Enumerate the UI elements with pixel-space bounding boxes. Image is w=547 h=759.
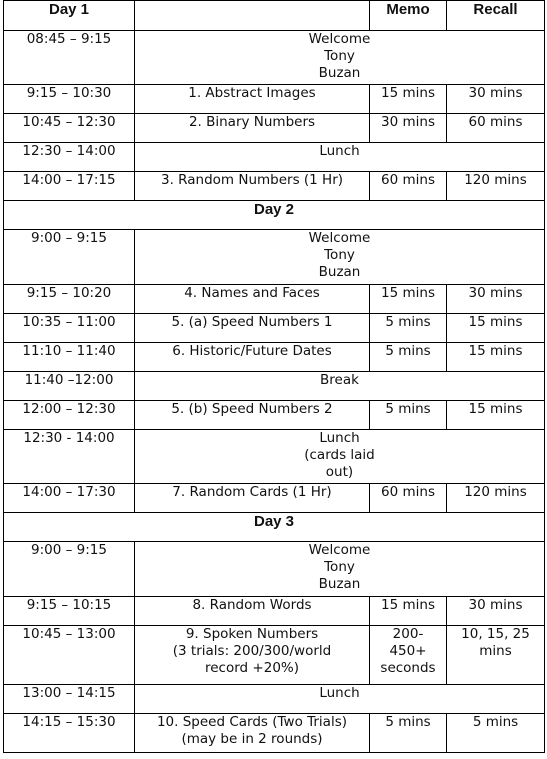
time-cell: 10:45 – 13:00	[4, 626, 135, 685]
time-cell: 9:00 – 9:15	[4, 230, 135, 285]
memo-cell: 30 mins	[370, 114, 447, 143]
schedule-row	[4, 542, 545, 597]
schedule-row	[4, 484, 545, 513]
time-cell: 11:10 – 11:40	[4, 343, 135, 372]
time-cell: 13:00 – 14:15	[4, 685, 135, 714]
schedule-row	[4, 626, 545, 685]
recall-cell: 15 mins	[447, 401, 545, 430]
time-cell: 12:30 – 14:00	[4, 143, 135, 172]
event-cell: 7. Random Cards (1 Hr)	[135, 484, 370, 513]
span-cell: Lunch (cards laid out)	[135, 430, 545, 484]
schedule-row	[4, 114, 545, 143]
span-cell: Welcome Tony Buzan	[135, 31, 545, 85]
event-cell: 3. Random Numbers (1 Hr)	[135, 172, 370, 201]
memo-cell: 5 mins	[370, 714, 447, 753]
recall-cell: 30 mins	[447, 285, 545, 314]
event-cell: 6. Historic/Future Dates	[135, 343, 370, 372]
time-cell: 12:30 - 14:00	[4, 430, 135, 484]
time-cell: 11:40 –12:00	[4, 372, 135, 401]
empty-cell	[135, 1, 370, 31]
memo-cell: 5 mins	[370, 343, 447, 372]
schedule-row	[4, 430, 545, 484]
span-cell: Welcome Tony Buzan	[135, 542, 545, 597]
event-cell: 8. Random Words	[135, 597, 370, 626]
schedule-row	[4, 172, 545, 201]
event-cell: 2. Binary Numbers	[135, 114, 370, 143]
day-label: Day 3	[4, 513, 545, 542]
time-cell: 9:15 – 10:20	[4, 285, 135, 314]
event-cell: 4. Names and Faces	[135, 285, 370, 314]
memo-cell: 15 mins	[370, 85, 447, 114]
time-cell: 9:15 – 10:30	[4, 85, 135, 114]
time-cell: 9:00 – 9:15	[4, 542, 135, 597]
schedule-row	[4, 285, 545, 314]
schedule-row	[4, 314, 545, 343]
recall-cell: 15 mins	[447, 343, 545, 372]
day-label: Day 2	[4, 201, 545, 230]
memo-cell: 200- 450+ seconds	[370, 626, 447, 685]
schedule-row	[4, 230, 545, 285]
time-cell: 14:00 – 17:30	[4, 484, 135, 513]
recall-cell: 120 mins	[447, 172, 545, 201]
schedule-row	[4, 31, 545, 85]
recall-cell: 5 mins	[447, 714, 545, 753]
event-cell: 1. Abstract Images	[135, 85, 370, 114]
schedule-row	[4, 85, 545, 114]
recall-cell: 10, 15, 25 mins	[447, 626, 545, 685]
span-cell: Lunch	[135, 685, 545, 714]
time-cell: 14:00 – 17:15	[4, 172, 135, 201]
memo-cell: 15 mins	[370, 285, 447, 314]
time-cell: 14:15 – 15:30	[4, 714, 135, 753]
schedule-row	[4, 343, 545, 372]
memo-cell: 5 mins	[370, 401, 447, 430]
schedule-row	[4, 372, 545, 401]
memo-cell: 5 mins	[370, 314, 447, 343]
recall-header: Recall	[447, 1, 545, 31]
day-header-row	[4, 513, 545, 542]
event-cell: 5. (a) Speed Numbers 1	[135, 314, 370, 343]
recall-cell: 60 mins	[447, 114, 545, 143]
event-cell: 9. Spoken Numbers (3 trials: 200/300/world record +20%)	[135, 626, 370, 685]
time-cell: 9:15 – 10:15	[4, 597, 135, 626]
schedule-table	[3, 0, 545, 753]
span-cell: Lunch	[135, 143, 545, 172]
time-cell: 08:45 – 9:15	[4, 31, 135, 85]
time-cell: 10:45 – 12:30	[4, 114, 135, 143]
memo-cell: 60 mins	[370, 484, 447, 513]
recall-cell: 120 mins	[447, 484, 545, 513]
recall-cell: 15 mins	[447, 314, 545, 343]
day-label: Day 1	[4, 1, 135, 31]
schedule-row	[4, 401, 545, 430]
schedule-row	[4, 143, 545, 172]
span-cell: Break	[135, 372, 545, 401]
day-header-row	[4, 201, 545, 230]
recall-cell: 30 mins	[447, 85, 545, 114]
span-cell: Welcome Tony Buzan	[135, 230, 545, 285]
time-cell: 10:35 – 11:00	[4, 314, 135, 343]
schedule-row	[4, 597, 545, 626]
day-header-row	[4, 1, 545, 31]
schedule-row	[4, 714, 545, 753]
schedule-row	[4, 685, 545, 714]
time-cell: 12:00 – 12:30	[4, 401, 135, 430]
event-cell: 5. (b) Speed Numbers 2	[135, 401, 370, 430]
memo-cell: 15 mins	[370, 597, 447, 626]
recall-cell: 30 mins	[447, 597, 545, 626]
memo-header: Memo	[370, 1, 447, 31]
event-cell: 10. Speed Cards (Two Trials) (may be in 2 rounds)	[135, 714, 370, 753]
memo-cell: 60 mins	[370, 172, 447, 201]
